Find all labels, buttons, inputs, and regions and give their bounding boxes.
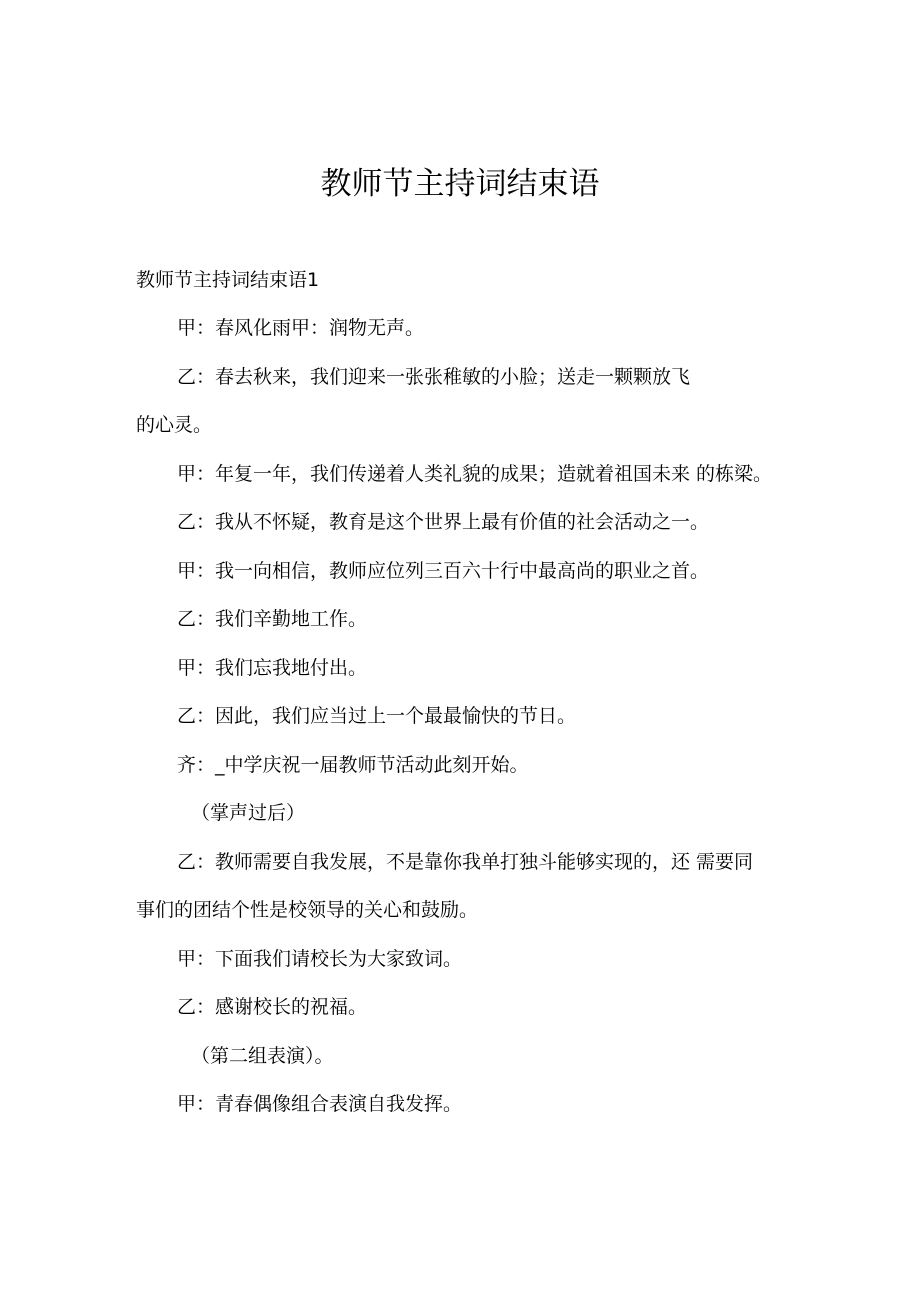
document-title: 教师节主持词结束语 [320, 166, 600, 202]
paragraph-line: 甲：春风化雨甲：润物无声。 [177, 317, 425, 339]
paragraph-line: 事们的团结个性是校领导的关心和鼓励。 [136, 899, 479, 921]
stage-direction: （第二组表演）。 [191, 1045, 334, 1067]
paragraph-line: 乙：因此，我们应当过上一个最最愉快的节日。 [177, 705, 577, 727]
paragraph-line: 齐：_中学庆祝一届教师节活动此刻开始。 [177, 754, 529, 776]
paragraph-line: 乙：感谢校长的祝福。 [177, 996, 368, 1018]
paragraph-line: 甲：下面我们请校长为大家致词。 [177, 948, 463, 970]
paragraph-line: 甲：青春偶像组合表演自我发挥。 [177, 1093, 463, 1115]
paragraph-line: 的心灵。 [136, 414, 213, 436]
section-heading: 教师节主持词结束语1 [136, 269, 320, 291]
paragraph-line: 甲：年复一年，我们传递着人类礼貌的成果；造就着祖国未来 的栋梁。 [177, 463, 773, 485]
paragraph-line: 乙：春去秋来，我们迎来一张张稚敏的小脸；送走一颗颗放飞 [177, 366, 691, 388]
paragraph-line: 乙：我从不怀疑，教育是这个世界上最有价值的社会活动之一。 [177, 511, 710, 533]
paragraph-line: 甲：我们忘我地付出。 [177, 657, 368, 679]
paragraph-line: 甲：我一向相信，教师应位列三百六十行中最高尚的职业之首。 [177, 560, 710, 582]
paragraph-line: 乙：教师需要自我发展，不是靠你我单打独斗能够实现的，还 需要同 [177, 851, 754, 873]
stage-direction: （掌声过后） [191, 802, 306, 824]
paragraph-line: 乙：我们辛勤地工作。 [177, 608, 368, 630]
